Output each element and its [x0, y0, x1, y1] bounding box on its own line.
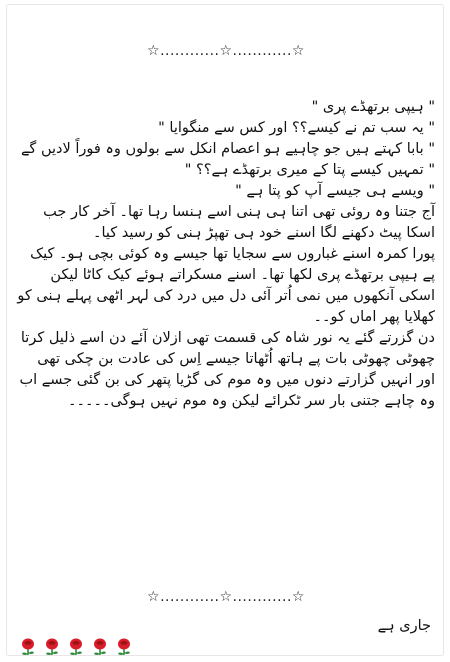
rose-icon	[89, 637, 111, 656]
dialogue-line: " ہیپی برتھڈے پری "	[311, 99, 435, 115]
rose-icon	[113, 637, 135, 656]
to-be-continued-label: جاری ہے	[377, 618, 431, 634]
post-frame	[6, 4, 444, 656]
dialogue-line: " تمہیں کیسے پتا کے میری برتھڈے ہے؟؟ "	[184, 162, 435, 178]
dialogue-line: " بابا کہتے ہیں جو چاہیے ہو اعصام انکل سے بولوں وہ فوراً لادیں گے	[20, 141, 435, 157]
dialogue-line: " ویسے ہی جیسے آپ کو پتا ہے "	[235, 183, 435, 199]
story-paragraph: دن گزرتے گئے یہ نور شاہ کی قسمت تھی ازلان آئے دن اسے ذلیل کرتا چھوٹی چھوٹی بات پے ہاتھ اُٹھاتا جیسے اِس کی عادت بن چکی تھی اور انہیں گزارتے دنوں میں وہ موم کی گڑیا پتھر کی بن گئی جسے اب وہ چاہے جتنی بار سر ٹکرائے لیکن وہ موم نہیں ہوگی۔۔۔۔۔	[19, 330, 435, 409]
rose-row	[17, 637, 135, 656]
rose-icon	[41, 637, 63, 656]
story-paragraph: پورا کمرہ اسنے غباروں سے سجایا تھا جیسے وہ کوئی بچی ہو۔ کیک پے ہیپی برتھڈے پری لکھا تھا۔ اسنے مسکراتے ہوئے کیک کاٹا لیکن اسکی آنکھوں میں نمی اُتر آئی دل میں درد کی لہر اٹھی پہلے ہنی کو کھلایا پھر اماں کو۔۔	[17, 246, 435, 325]
rose-icon	[17, 637, 39, 656]
dialogue-line: " یہ سب تم نے کیسے؟؟ اور کس سے منگوایا "	[158, 120, 435, 136]
star-separator-top: ☆............☆............☆	[147, 43, 305, 59]
star-separator-bottom: ☆............☆............☆	[147, 589, 305, 605]
story-paragraph: آج جتنا وہ روئی تھی اتنا ہی ہنی اسے ہنسا رہا تھا۔ آخر کار جب اسکا پیٹ دکھنے لگا اسنے خود ہی تھپڑ ہنی کو رسید کیا۔	[43, 204, 435, 241]
story-text	[17, 97, 435, 412]
rose-icon	[65, 637, 87, 656]
